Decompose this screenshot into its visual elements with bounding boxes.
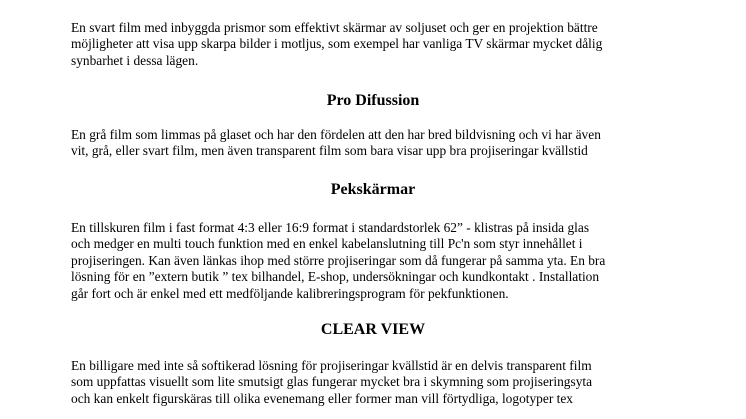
intro-paragraph: En svart film med inbyggda prismor som effektivt skärmar av soljuset och ger en projektion bättre möjligheter att visa upp skarpa bilder i motljus, som exempel har vanliga TV skärmar mycket dålig synbarhet i dessa lägen. <box>71 20 603 68</box>
pekskarmar-heading: Pekskärmar <box>330 181 416 198</box>
clear-view-heading: CLEAR VIEW <box>320 321 426 338</box>
pro-difussion-heading: Pro Difussion <box>326 92 420 109</box>
clear-view-paragraph: En billigare med inte så softikerad lösning för projiseringar kvällstid är en delvis transparent film som uppfattas visuellt som lite smutsigt glas fungerar mycket bra i skymning som projiseringsyta och kan enkelt figurskäras till olika evenemang eller former man vill förtydliga, logotyper tex <box>71 358 593 406</box>
pro-difussion-paragraph: En grå film som limmas på glaset och har den fördelen att den har bred bildvisning och vi har även vit, grå, eller svart film, men även transparent film som bara visar upp bra projiseringar kvällstid <box>71 127 601 159</box>
pekskarmar-paragraph: En tillskuren film i fast format 4:3 eller 16:9 format i standardstorlek 62” - klistras på insida glas och medger en multi touch funktion med en enkel kabelanslutning till Pc'n som styr innehållet i projiseringen. Kan även länkas ihop med större projiseringar som då fungerar på samma yta. En bra lösning för en ”extern butik ” tex bilhandel, E-shop, undersökningar och kundkontakt . Installation går fort och är enkel med ett medföljande kalibreringsprogram för pekfunktionen. <box>71 220 606 301</box>
